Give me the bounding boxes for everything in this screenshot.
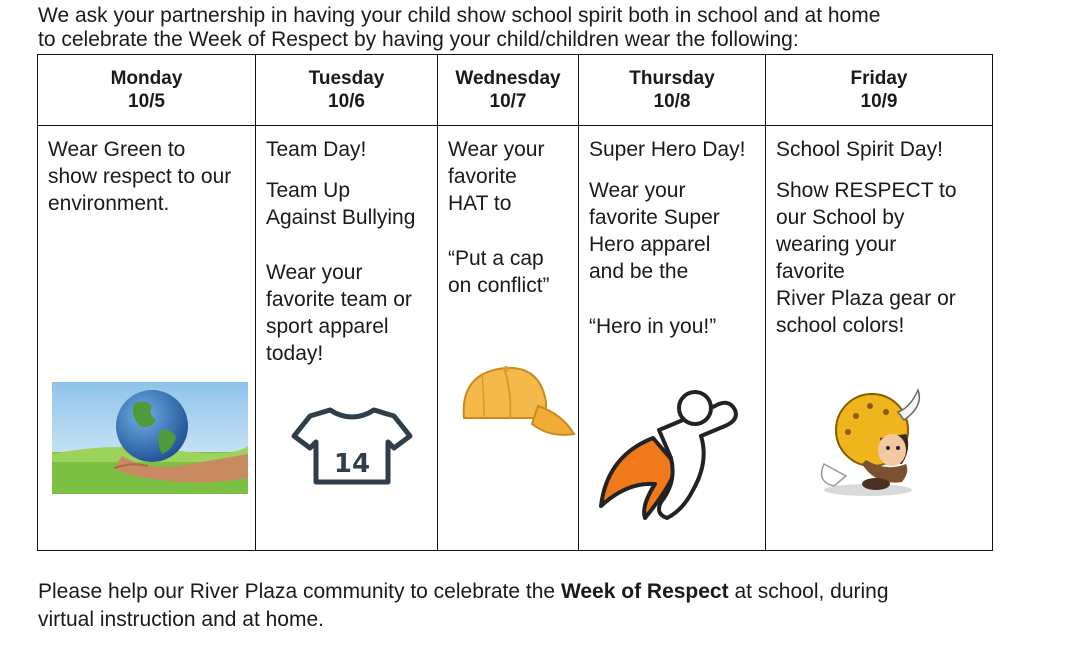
- cell-title: Team Day!: [266, 138, 367, 161]
- header-wednesday: [438, 55, 579, 126]
- cell-text-line: show respect to our: [48, 165, 232, 188]
- cell-text-line: sport apparel: [266, 315, 389, 338]
- cell-text-line: Wear Green to: [48, 138, 186, 161]
- superhero-icon: [597, 386, 757, 526]
- header-monday: [38, 55, 256, 126]
- cell-text-line: Show RESPECT to: [776, 179, 957, 202]
- footer-bold-text: Week of Respect: [560, 580, 729, 603]
- intro-text: [38, 4, 1038, 52]
- day-name: Tuesday: [308, 68, 385, 89]
- footer-text-start: Please help our River Plaza community to celebrate the: [38, 580, 561, 603]
- footer-line-1: [38, 578, 1038, 606]
- cell-text-line: our School by: [776, 206, 905, 229]
- cell-text-line: favorite team or: [266, 288, 412, 311]
- viking-mascot-icon: [806, 386, 930, 498]
- jersey-number: 14: [333, 449, 371, 479]
- baseball-cap-icon: [454, 362, 578, 442]
- header-tuesday: [256, 55, 438, 126]
- day-date: 10/6: [328, 91, 365, 112]
- day-name: Thursday: [629, 68, 715, 89]
- cell-text-line: HAT to: [448, 192, 512, 215]
- cell-text-line: Team Up: [266, 179, 351, 202]
- cell-text-line: “Put a cap: [448, 247, 544, 270]
- cell-tuesday: [256, 126, 438, 551]
- cell-title: Super Hero Day!: [589, 138, 746, 161]
- day-name: Friday: [850, 68, 908, 89]
- cell-text-line: wearing your: [776, 233, 897, 256]
- cell-text-line: favorite: [776, 260, 845, 283]
- cell-friday: [766, 126, 993, 551]
- cell-text-line: River Plaza gear or: [776, 287, 956, 310]
- day-name: Wednesday: [455, 68, 561, 89]
- day-date: 10/8: [653, 91, 691, 112]
- cell-text-line: Wear your: [448, 138, 545, 161]
- day-date: 10/5: [128, 91, 165, 112]
- cell-text-line: Hero apparel: [589, 233, 711, 256]
- header-thursday: [579, 55, 766, 126]
- table-content-row: [38, 126, 993, 551]
- cell-text-line: Wear your: [589, 179, 686, 202]
- footer-line-2: virtual instruction and at home.: [38, 608, 324, 631]
- footer-text-end: at school, during: [728, 580, 889, 603]
- jersey-icon: [290, 406, 414, 486]
- cell-text-line: environment.: [48, 192, 170, 215]
- day-name: Monday: [110, 68, 183, 89]
- cell-thursday: [579, 126, 766, 551]
- cell-wednesday: [438, 126, 579, 551]
- cell-text-line: Wear your: [266, 261, 363, 284]
- cell-monday: [38, 126, 256, 551]
- cell-text-line: today!: [266, 342, 324, 365]
- day-date: 10/7: [489, 91, 527, 112]
- cell-text-line: “Hero in you!”: [589, 315, 717, 338]
- cell-text-line: school colors!: [776, 314, 905, 337]
- day-date: 10/9: [860, 91, 898, 112]
- footer-text: [38, 578, 1038, 634]
- cell-text-line: favorite Super: [589, 206, 720, 229]
- cell-text-line: favorite: [448, 165, 517, 188]
- header-friday: [766, 55, 993, 126]
- cell-text-line: and be the: [589, 260, 689, 283]
- intro-line-1: We ask your partnership in having your child show school spirit both in school and at home: [38, 4, 881, 27]
- cell-text-line: Against Bullying: [266, 206, 416, 229]
- table-header-row: [38, 55, 993, 126]
- cell-title: School Spirit Day!: [776, 138, 943, 161]
- week-of-respect-table: [37, 54, 993, 551]
- earth-in-hand-icon: [52, 382, 248, 494]
- cell-text-line: on conflict”: [448, 274, 550, 297]
- intro-line-2: to celebrate the Week of Respect by having your child/children wear the following:: [38, 28, 799, 51]
